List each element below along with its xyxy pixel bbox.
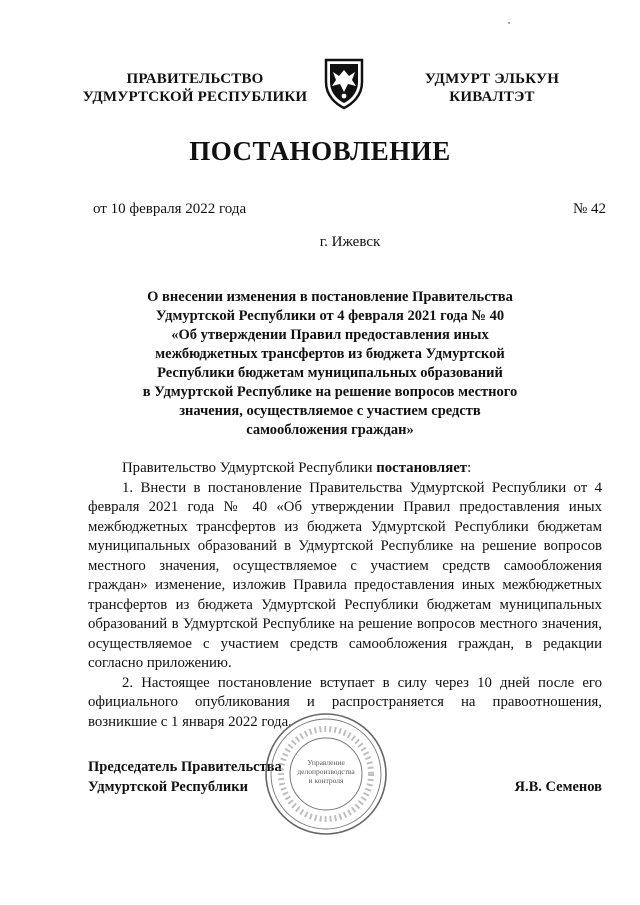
document-subject xyxy=(140,288,520,440)
intro-text: Правительство Удмуртской Республики xyxy=(122,460,377,476)
header-right-line2: КИВАЛТЭТ xyxy=(449,89,535,105)
document-date: от 10 февраля 2022 года xyxy=(93,201,247,217)
document-body xyxy=(88,459,602,732)
subject-line: в Удмуртской Республике на решение вопросов местного xyxy=(142,384,518,400)
udmurt-coat-of-arms-icon xyxy=(322,56,366,110)
header-left xyxy=(70,70,320,106)
header-right xyxy=(392,70,592,106)
official-stamp xyxy=(262,710,390,838)
intro-bold-verb: постановляет xyxy=(376,460,468,476)
header-right-line1: УДМУРТ ЭЛЬКУН xyxy=(424,71,560,87)
subject-line: Удмуртской Республики от 4 февраля 2021 года № 40 xyxy=(155,308,505,324)
subject-line: значения, осуществляемое с участием средств xyxy=(179,403,481,419)
item-1-paragraph: 1. Внести в постановление Правительства Удмуртской Республики от 4 февраля 2021 года № 40 «Об утверждении Правил предоставления иных межбюджетных трансфертов из бюджета Удмуртской Республики бюджетам муниципальных образований в Удмуртской Республике на решение вопросов местного значения, осуществляемое с участием средств самообложения граждан» изменение, изложив Правила предоставления иных межбюджетных трансфертов из бюджета Удмуртской Республики бюджетам муниципальных образований в Удмуртской Республике на решение вопросов местного значения, осуществляемое с участием средств самообложения граждан, в редакции согласно приложению. xyxy=(88,479,602,671)
subject-line: межбюджетных трансфертов из бюджета Удмуртской xyxy=(155,346,505,362)
stamp-text xyxy=(296,758,356,785)
signature-position xyxy=(88,757,282,797)
item-2-paragraph: 2. Настоящее постановление вступает в силу через 10 дней после его официального опубликования и распространяется на правоотношения, возникшие с 1 января 2022 года. xyxy=(88,674,602,730)
header-left-line1: ПРАВИТЕЛЬСТВО xyxy=(126,71,264,87)
signature-position-line2: Удмуртской Республики xyxy=(88,779,248,795)
subject-line: О внесении изменения в постановление Правительства xyxy=(147,289,513,305)
stamp-line2: делопроизводства xyxy=(297,767,355,776)
header-left-line2: УДМУРТСКОЙ РЕСПУБЛИКИ xyxy=(82,89,308,105)
stamp-line3: и контроля xyxy=(308,776,344,785)
stamp-line1: Управление xyxy=(307,758,345,767)
signature-position-line1: Председатель Правительства xyxy=(88,759,282,775)
signatory-name: Я.В. Семенов xyxy=(514,779,602,795)
scan-dot xyxy=(508,22,510,24)
intro-paragraph xyxy=(88,459,602,479)
subject-line: самообложения граждан» xyxy=(246,422,414,438)
intro-colon: : xyxy=(467,460,472,476)
document-city: г. Ижевск xyxy=(319,234,381,250)
document-title: ПОСТАНОВЛЕНИЕ xyxy=(189,136,451,166)
subject-line: Республики бюджетам муниципальных образований xyxy=(157,365,503,381)
subject-line: «Об утверждении Правил предоставления иных xyxy=(171,327,489,343)
document-number: № 42 xyxy=(572,201,606,217)
